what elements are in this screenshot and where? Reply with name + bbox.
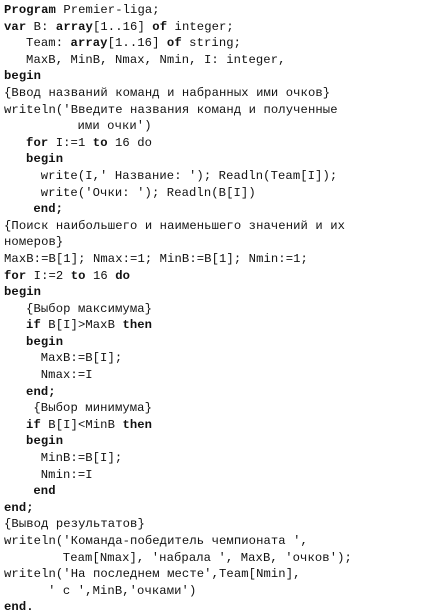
text-token: write(I,' Название: '); Readln(Team[I]);	[40, 168, 338, 183]
code-line	[4, 566, 440, 583]
code-token: Premier-liga;	[55, 3, 160, 17]
code-line	[4, 500, 440, 517]
code-line	[4, 284, 440, 301]
code-token: [1..16]	[107, 36, 167, 51]
text-token: {Поиск наибольшего и наименьшего значений и их	[4, 218, 346, 233]
code-line	[4, 2, 440, 19]
code-line	[4, 400, 440, 417]
text-token: writeln('Команда-победитель чемпионата ',	[4, 534, 308, 548]
text-token: writeln('На последнем месте',Team[Nmin],	[4, 567, 301, 582]
code-line	[4, 583, 440, 600]
keyword-token: Program	[4, 3, 56, 17]
code-line	[4, 483, 440, 500]
code-line	[4, 268, 440, 285]
code-token: I:=2	[26, 268, 71, 283]
code-token: B[I]>MaxB	[40, 318, 123, 333]
code-token: I:=1	[48, 135, 93, 150]
code-line	[4, 317, 440, 334]
keyword-token: end	[33, 484, 56, 499]
keyword-token: if	[26, 318, 41, 333]
keyword-token: end.	[4, 600, 34, 615]
text-token: Team[Nmax], 'набрала ', MaxB, 'очков');	[62, 550, 352, 565]
keyword-token: end;	[26, 384, 56, 399]
keyword-token: end;	[4, 500, 34, 515]
text-token: {Выбор максимума}	[26, 301, 153, 316]
code-line	[4, 168, 440, 185]
code-line	[4, 251, 440, 268]
text-token: write('Очки: '); Readln(B[I])	[40, 185, 256, 200]
code-line	[4, 450, 440, 467]
keyword-token: of	[166, 36, 182, 51]
code-line	[4, 102, 440, 119]
code-line	[4, 301, 440, 318]
code-line	[4, 135, 440, 152]
text-token: writeln('Введите названия команд и полученные	[4, 102, 338, 117]
code-line	[4, 52, 440, 69]
code-line	[4, 68, 440, 85]
code-line	[4, 384, 440, 401]
keyword-token: of	[152, 19, 168, 34]
code-token: Nmax:=I	[40, 368, 93, 383]
code-line	[4, 516, 440, 533]
code-token: MaxB:=B[I];	[40, 351, 123, 366]
text-token: ими очки')	[77, 119, 152, 134]
code-token: MaxB:=B[1]; Nmax:=1; MinB:=B[1]; Nmin:=1;	[4, 251, 308, 266]
keyword-token: begin	[26, 334, 64, 349]
keyword-token: var	[4, 19, 27, 34]
code-token: MaxB, MinB, Nmax, Nmin, I: integer,	[26, 52, 286, 67]
keyword-token: then	[122, 417, 153, 432]
text-token: номеров}	[4, 235, 64, 250]
text-token: ' с ',MinB,'очками')	[48, 583, 197, 598]
keyword-token: array	[55, 19, 93, 34]
keyword-token: if	[26, 417, 41, 432]
code-line	[4, 533, 440, 550]
code-token: B:	[26, 19, 56, 34]
code-line	[4, 218, 440, 235]
code-token: [1..16]	[92, 19, 153, 34]
code-line	[4, 433, 440, 450]
code-line	[4, 350, 440, 367]
code-token: Team:	[26, 36, 71, 51]
keyword-token: do	[115, 268, 131, 283]
text-token: {Ввод названий команд и набранных ими очков}	[4, 85, 331, 100]
code-token: 16	[85, 268, 116, 283]
code-line	[4, 467, 440, 484]
code-line	[4, 234, 440, 251]
code-line	[4, 151, 440, 168]
keyword-token: begin	[26, 152, 64, 167]
keyword-token: begin	[4, 69, 42, 84]
keyword-token: then	[122, 318, 153, 333]
code-token: integer;	[167, 19, 234, 34]
code-line	[4, 19, 440, 36]
code-listing	[4, 2, 440, 616]
code-line	[4, 367, 440, 384]
keyword-token: to	[92, 135, 108, 150]
code-line	[4, 417, 440, 434]
keyword-token: begin	[4, 285, 42, 300]
code-line	[4, 35, 440, 52]
code-line	[4, 599, 440, 616]
code-line	[4, 550, 440, 567]
code-token: 16 do	[107, 135, 153, 150]
keyword-token: array	[70, 36, 108, 51]
text-token: {Выбор минимума}	[33, 401, 153, 416]
text-token: {Вывод результатов}	[4, 517, 145, 532]
code-token: Nmin:=I	[40, 467, 93, 482]
code-line	[4, 185, 440, 202]
code-line	[4, 334, 440, 351]
keyword-token: begin	[26, 434, 64, 449]
code-token: string;	[181, 36, 242, 51]
code-token: MinB:=B[I];	[40, 451, 123, 466]
keyword-token: to	[70, 268, 86, 283]
keyword-token: for	[4, 268, 27, 283]
code-line	[4, 85, 440, 102]
code-line	[4, 118, 440, 135]
keyword-token: for	[26, 135, 49, 150]
code-token: B[I]<MinB	[40, 417, 123, 432]
code-line	[4, 201, 440, 218]
keyword-token: end;	[33, 202, 64, 217]
